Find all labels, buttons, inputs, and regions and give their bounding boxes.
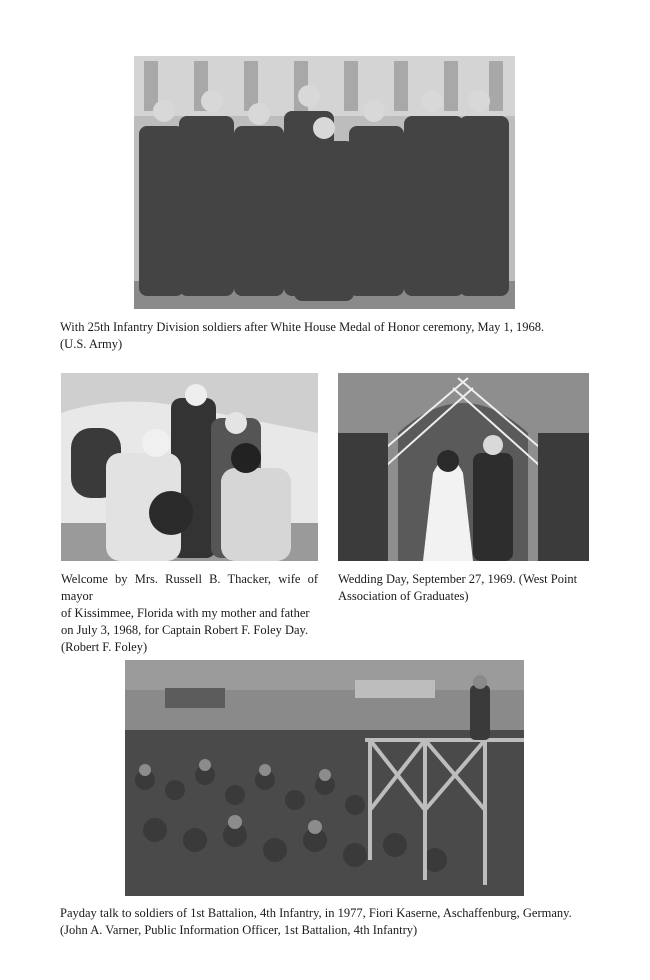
photo-payday-talk bbox=[125, 660, 524, 896]
caption-white-house-line1: With 25th Infantry Division soldiers after White House Medal of Honor ceremony, May 1, 1968. bbox=[60, 320, 545, 334]
photo-white-house-group bbox=[134, 56, 515, 309]
caption-welcome-line4: (Robert F. Foley) bbox=[61, 640, 148, 654]
caption-welcome bbox=[61, 571, 318, 656]
caption-wedding-line2: Association of Graduates) bbox=[338, 589, 469, 603]
caption-payday bbox=[60, 905, 588, 939]
caption-welcome-line1: Welcome by Mrs. Russell B. Thacker, wife of mayor bbox=[61, 572, 318, 603]
caption-welcome-line3: on July 3, 1968, for Captain Robert F. Foley Day. bbox=[61, 623, 309, 637]
photo-welcome-kissimmee bbox=[61, 373, 318, 561]
caption-wedding-line1: Wedding Day, September 27, 1969. (West Point bbox=[338, 572, 578, 586]
caption-payday-line1: Payday talk to soldiers of 1st Battalion, 4th Infantry, in 1977, Fiori Kaserne, Aschaffenburg, Germany. bbox=[60, 906, 572, 920]
caption-wedding bbox=[338, 571, 590, 605]
photo-wedding-day bbox=[338, 373, 589, 561]
caption-white-house-line2: (U.S. Army) bbox=[60, 337, 123, 351]
caption-welcome-line2: of Kissimmee, Florida with my mother and father bbox=[61, 606, 310, 620]
caption-white-house bbox=[60, 319, 588, 353]
caption-payday-line2: (John A. Varner, Public Information Officer, 1st Battalion, 4th Infantry) bbox=[60, 923, 418, 937]
